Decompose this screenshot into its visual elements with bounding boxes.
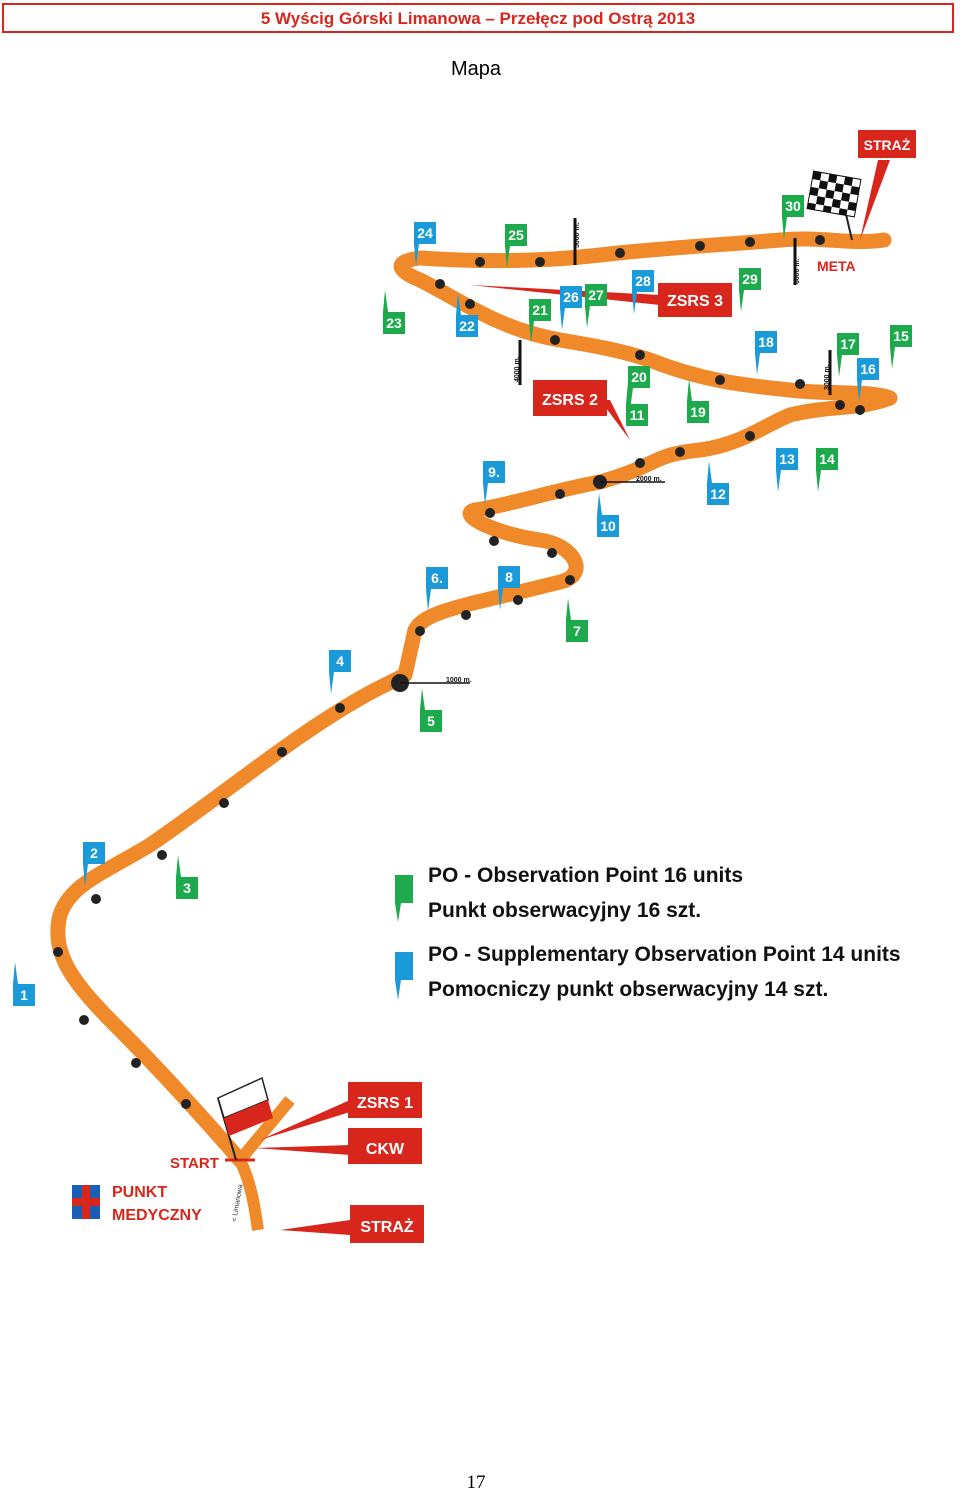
marker-label: 25: [508, 227, 524, 243]
marker-label: 26: [563, 289, 579, 305]
marker-label: 7: [573, 623, 581, 639]
zsrs1-label: ZSRS 1: [356, 1095, 414, 1112]
legend-po-pl: Punkt obserwacyjny 16 szt.: [428, 899, 702, 922]
marker-13: [776, 448, 798, 492]
zsrs2-label: ZSRS 2: [541, 392, 599, 409]
marker-23: [383, 290, 405, 334]
marker-label: 4: [336, 653, 344, 669]
marker-label: 21: [532, 302, 548, 318]
marker-label: 27: [588, 287, 604, 303]
marker-label: 23: [386, 315, 402, 331]
marker-12: [707, 461, 729, 505]
limanowa-label: < Limanowa: [231, 1183, 245, 1223]
marker-26: [560, 286, 582, 330]
marker-label: 24: [417, 225, 433, 241]
marker-20: [628, 366, 650, 410]
marker-28: [632, 270, 654, 314]
marker-label: 18: [758, 334, 774, 350]
marker-4: [329, 650, 351, 694]
dist-3000: 3000 m.: [824, 364, 831, 390]
marker-label: 6.: [431, 570, 443, 586]
header-title: 5 Wyścig Górski Limanowa – Przełęcz pod Ostrą 2013: [260, 9, 696, 28]
straz-top-label: STRAŻ: [863, 137, 911, 153]
marker-label: 28: [635, 273, 651, 289]
dist-2000: 2000 m.: [636, 476, 662, 483]
marker-label: 14: [819, 451, 835, 467]
marker-29: [739, 268, 761, 312]
marker-15: [890, 325, 912, 369]
legend-blue-flag-icon: [395, 952, 413, 1000]
dist-1000: 1000 m.: [446, 677, 472, 684]
marker-17: [837, 333, 859, 377]
marker-14: [816, 448, 838, 492]
dist-5000: 5000 m.: [574, 222, 581, 248]
marker-label: 17: [840, 336, 856, 352]
marker-label: 11: [629, 407, 645, 423]
marker-label: 12: [710, 486, 726, 502]
marker-19: [687, 379, 709, 423]
marker-label: 15: [893, 328, 909, 344]
marker-label: 22: [459, 318, 475, 334]
marker-label: 20: [631, 369, 647, 385]
marker-3: [176, 855, 198, 899]
punkt-label: PUNKT: [112, 1184, 168, 1201]
marker-label: 30: [785, 198, 801, 214]
marker-18: [755, 331, 777, 375]
ckw-pointer: [255, 1145, 350, 1155]
straz-bottom-label: STRAŻ: [360, 1219, 414, 1236]
start-label: START: [170, 1155, 219, 1172]
page-number: 17: [466, 1472, 486, 1493]
marker-label: 9.: [488, 464, 500, 480]
marker-label: 8: [505, 569, 513, 585]
medyczny-label: MEDYCZNY: [112, 1207, 202, 1224]
marker-label: 16: [860, 361, 876, 377]
dist-4000: 4000 m.: [514, 356, 521, 382]
dist-6000: 6000 m.: [794, 258, 801, 284]
legend-po-en: PO - Observation Point 16 units: [428, 864, 744, 887]
zsrs3-label: ZSRS 3: [666, 293, 724, 310]
finish-flag-icon: [807, 171, 861, 240]
marker-1: [13, 962, 35, 1006]
marker-label: 2: [90, 845, 98, 861]
legend-spo-en: PO - Supplementary Observation Point 14 units: [428, 943, 901, 966]
medical-cross-icon: [72, 1185, 100, 1219]
marker-label: 29: [742, 271, 758, 287]
marker-label: 3: [183, 880, 191, 896]
marker-label: 1: [20, 987, 28, 1003]
marker-label: 10: [600, 518, 616, 534]
legend-spo-pl: Pomocniczy punkt obserwacyjny 14 szt.: [428, 978, 829, 1001]
marker-10: [597, 493, 619, 537]
straz-top-pointer: [860, 160, 890, 240]
marker-label: 19: [690, 404, 706, 420]
route-path: [58, 239, 890, 1160]
ckw-label: CKW: [365, 1141, 405, 1158]
marker-label: 13: [779, 451, 795, 467]
legend-green-flag-icon: [395, 875, 413, 922]
map-subtitle: Mapa: [450, 58, 502, 80]
marker-label: 5: [427, 713, 435, 729]
marker-27: [585, 284, 607, 328]
meta-label: META: [817, 258, 856, 274]
marker-7: [566, 598, 588, 642]
straz-bottom-pointer: [280, 1220, 350, 1235]
marker-5: [420, 688, 442, 732]
